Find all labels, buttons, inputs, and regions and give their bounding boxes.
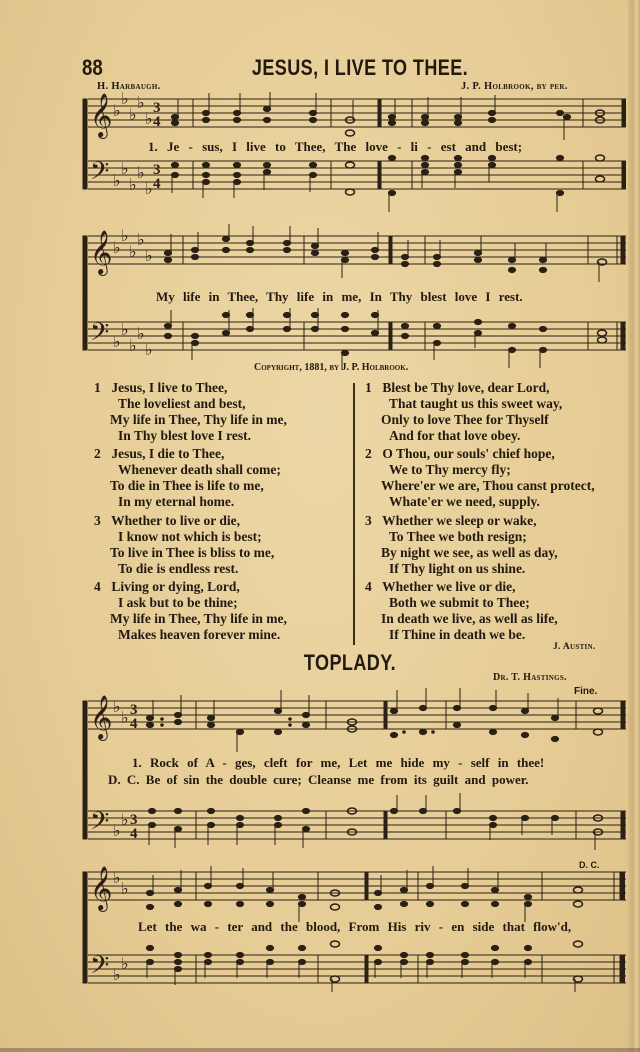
svg-text:♭: ♭ [121, 708, 129, 727]
page-number: 88 [82, 55, 103, 80]
svg-text:♭: ♭ [145, 340, 153, 359]
svg-text:♭: ♭ [121, 810, 129, 829]
verse-left-4: 4 Living or dying, Lord, I ask but to be thine; My life in Thee, Thy life in me, Makes heaven forever mine. [94, 579, 287, 642]
svg-text:♭: ♭ [113, 868, 121, 887]
verse-right-3: 3 Whether we sleep or wake, To Thee we both resign; By night we see, as well as day, If Thy light on us shine. [365, 513, 558, 576]
svg-text:𝄢: 𝄢 [90, 157, 110, 192]
svg-text:3: 3 [153, 162, 161, 178]
svg-text:♭: ♭ [113, 332, 121, 351]
hymn1-composer: J. P. Holbrook, by per. [461, 81, 568, 92]
verse-column-divider [353, 383, 355, 645]
svg-text:4: 4 [130, 826, 138, 842]
svg-text:4: 4 [153, 114, 161, 130]
hymn1-lyrics-system2: My life in Thee, Thy life in me, In Thy blest love I rest. [156, 289, 523, 304]
svg-text:𝄞: 𝄞 [90, 230, 113, 274]
verse-right-2: 2 O Thou, our souls' chief hope, We to Thy mercy fly; Where'er we are, Thou canst protect, Whate'er we need, supply. [365, 446, 595, 509]
fine-mark: Fine. [574, 686, 598, 697]
svg-text:4: 4 [130, 716, 138, 732]
svg-text:♭: ♭ [121, 89, 129, 108]
svg-text:♭: ♭ [113, 965, 121, 984]
hymn-title-jesus-i-live-to-thee: JESUS, I LIVE TO THEE. [251, 55, 469, 80]
svg-text:♭: ♭ [129, 336, 137, 355]
svg-text:♭: ♭ [113, 697, 121, 716]
svg-text:3: 3 [130, 812, 138, 828]
svg-text:♭: ♭ [113, 238, 121, 257]
svg-text:𝄢: 𝄢 [90, 951, 110, 986]
hymn1-lyrics-system1: 1. Je - sus, I live to Thee, The love - li - est and best; [148, 139, 523, 154]
svg-text:4: 4 [153, 176, 161, 192]
svg-text:3: 3 [153, 100, 161, 116]
svg-text:3: 3 [130, 702, 138, 718]
svg-text:♭: ♭ [145, 109, 153, 128]
svg-text:♭: ♭ [113, 101, 121, 120]
svg-text:♭: ♭ [113, 171, 121, 190]
hymn-title-toplady: TOPLADY. [303, 650, 397, 675]
svg-text:♭: ♭ [137, 93, 145, 112]
verse-right-1: 1 Blest be Thy love, dear Lord, That taught us this sweet way, Only to love Thee for Thyself And for that love obey. [365, 380, 563, 443]
hymn2-lyrics-line2: D. C. Be of sin the double cure; Cleanse me from its guilt and power. [108, 772, 529, 787]
svg-text:𝄢: 𝄢 [90, 318, 110, 353]
svg-text:♭: ♭ [137, 230, 145, 249]
verses-attribution: J. Austin. [553, 642, 596, 652]
svg-text:♭: ♭ [121, 954, 129, 973]
hymn2-lyrics-system2: Let the wa - ter and the blood, From His riv - en side that flow'd, [138, 919, 572, 934]
verse-left-1: 1 Jesus, I live to Thee, The loveliest and best, My life in Thee, Thy life in me, In Thy blest love I rest. [94, 380, 287, 443]
hymn2-lyrics-line1: 1. Rock of A - ges, cleft for me, Let me hide my - self in thee! [132, 755, 545, 770]
svg-text:♭: ♭ [113, 821, 121, 840]
svg-text:♭: ♭ [137, 163, 145, 182]
svg-text:♭: ♭ [129, 242, 137, 261]
svg-text:𝄢: 𝄢 [90, 807, 110, 842]
hymn2-composer: Dr. T. Hastings. [493, 672, 567, 683]
hymn1-copyright: Copyright, 1881, by J. P. Holbrook. [254, 362, 409, 373]
svg-text:♭: ♭ [145, 179, 153, 198]
svg-text:♭: ♭ [121, 226, 129, 245]
svg-text:♭: ♭ [129, 105, 137, 124]
verse-left-2: 2 Jesus, I die to Thee, Whenever death shall come; To die in Thee is life to me, In my eternal home. [94, 446, 281, 509]
verse-right-4: 4 Whether we live or die, Both we submit to Thee; In death we live, as well as life, If Thine in death we be. [365, 579, 558, 642]
svg-text:𝄞: 𝄞 [90, 866, 113, 910]
hymn1-author: H. Harbaugh. [97, 81, 161, 92]
dc-mark: D. C. [579, 860, 600, 870]
svg-text:♭: ♭ [121, 320, 129, 339]
svg-text:𝄞: 𝄞 [90, 695, 113, 739]
svg-text:♭: ♭ [121, 159, 129, 178]
svg-text:𝄞: 𝄞 [90, 93, 113, 137]
svg-text:♭: ♭ [137, 324, 145, 343]
svg-text:♭: ♭ [145, 246, 153, 265]
svg-text:♭: ♭ [129, 175, 137, 194]
verse-left-3: 3 Whether to live or die, I know not which is best; To live in Thee is bliss to me, To die is endless rest. [94, 513, 275, 576]
svg-text:♭: ♭ [121, 879, 129, 898]
